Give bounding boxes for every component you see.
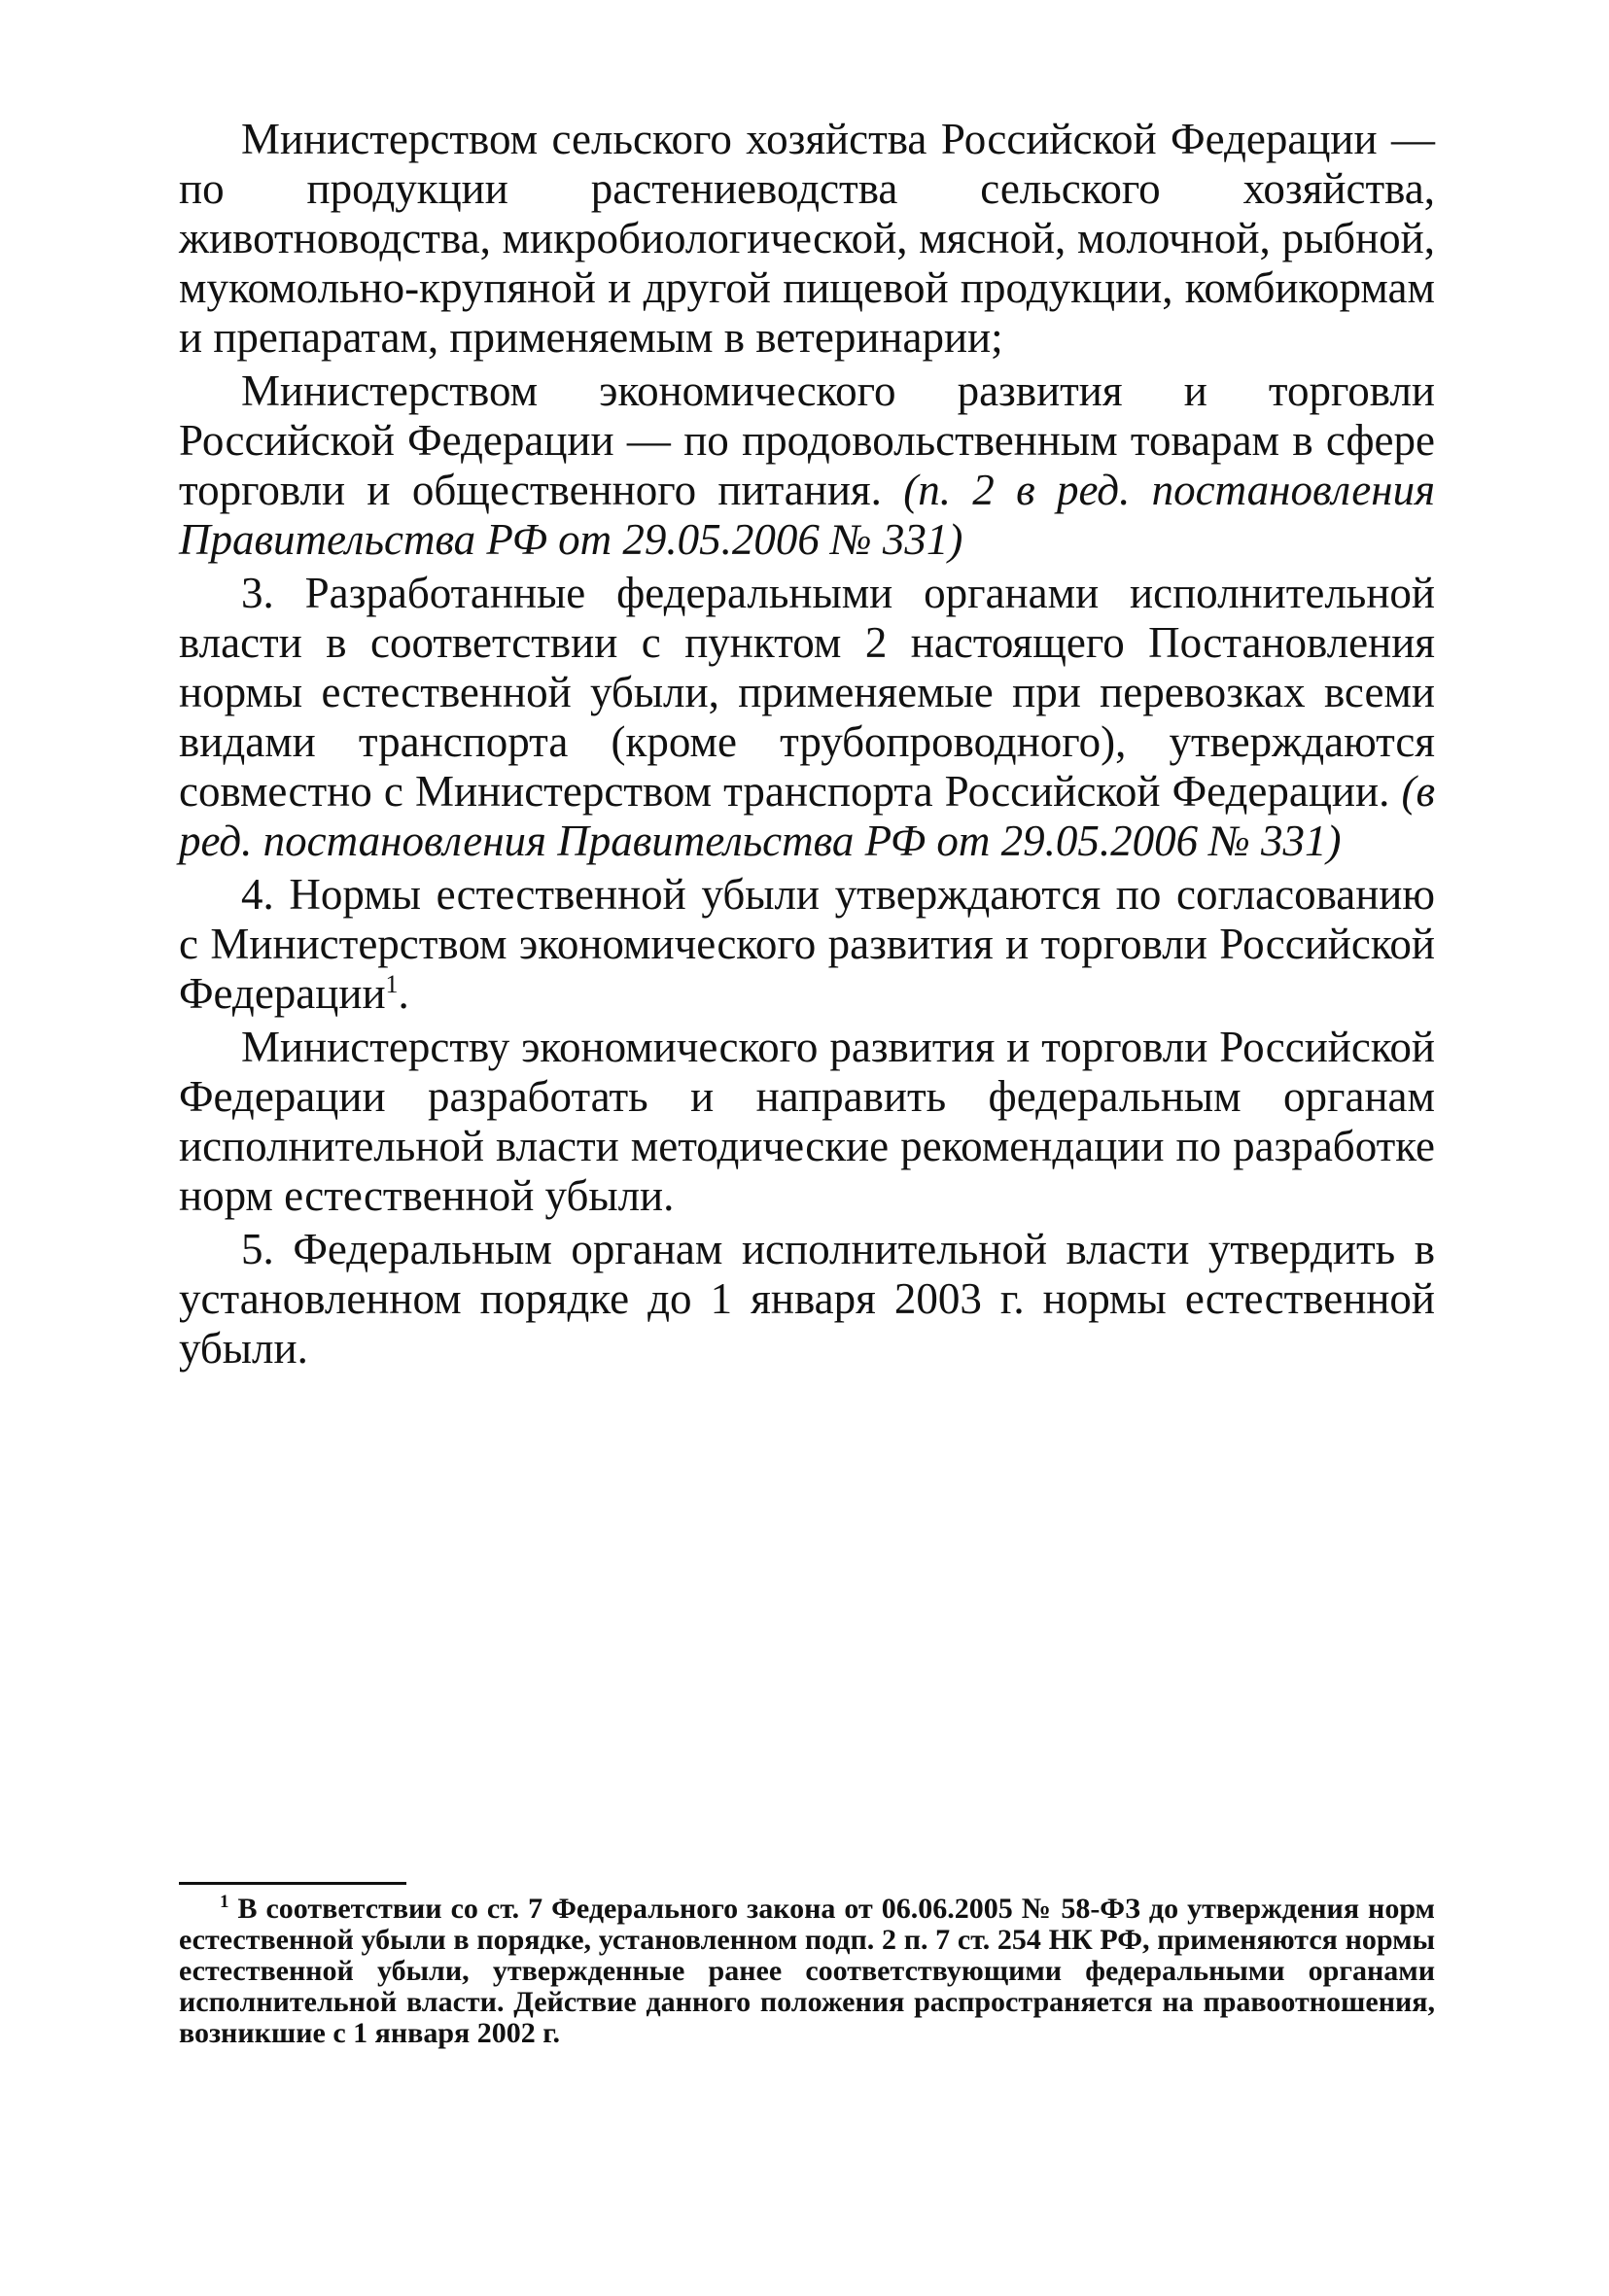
footnote-marker: 1 [220,1892,229,1912]
footnote-divider [179,1882,406,1885]
footnote-text: В соответствии со ст. 7 Федерального закона от 06.06.2005 № 58-ФЗ до утверждения норм естественной убыли в порядке, установленном подп. 2 п. 7 ст. 254 НК РФ, применяются нормы естественной убыли, утвержденные ранее соответствующими федеральными органами исполнительной власти. Действие данного положения распространяется на правоотношения, возникшие с 1 января 2002 г. [179,1893,1435,2049]
paragraph-ministry-instructions [179,1023,1435,1221]
paragraph-text: 3. Разработанные федеральными органами исполнительной власти в соответствии с пунктом 2 настоящего Постановления нормы естественной убыли, применяемые при перевозках всеми видами транспорта (кроме трубопроводного), утверждаются совместно с Министерством транспорта Российской Федерации. [179,569,1435,816]
amendment-note: (п. 2 в ред. постановления Правительства РФ от 29.05.2006 № 331) [179,466,1435,564]
footnote-paragraph [179,1894,1435,2049]
paragraph-item-4 [179,870,1435,1019]
paragraph-item-5 [179,1225,1435,1374]
paragraph-ministry-agriculture [179,115,1435,363]
paragraph-text: 5. Федеральным органам исполнительной власти утвердить в установленном порядке до 1 января 2003 г. нормы естественной убыли. [179,1225,1435,1373]
paragraph-text: . [398,969,409,1018]
footnote-reference: 1 [385,970,399,998]
paragraph-text: 4. Нормы естественной убыли утверждаются по согласованию с Министерством экономического развития и торговли Российской Федерации [179,870,1435,1018]
paragraph-text: Министерству экономического развития и торговли Российской Федерации разработать и направить федеральным органам исполнительной власти методические рекомендации по разработке норм естественной убыли. [179,1023,1435,1220]
paragraph-text: Министерством экономического развития и торговли Российской Федерации — по продовольственным товарам в сфере торговли и общественного питания. [179,366,1435,514]
main-text [179,115,1435,1377]
paragraph-item-3 [179,569,1435,866]
footnote [179,1894,1435,2049]
paragraph-ministry-economy [179,366,1435,565]
paragraph-text: Министерством сельского хозяйства Российской Федерации — по продукции растениеводства сельского хозяйства, животноводства, микробиологической, мясной, молочной, рыбной, мукомольно-крупяной и другой пищевой продукции, комбикормам и препаратам, применяемым в ветеринарии; [179,115,1435,362]
amendment-note: (в ред. постановления Правительства РФ от 29.05.2006 № 331) [179,767,1435,865]
